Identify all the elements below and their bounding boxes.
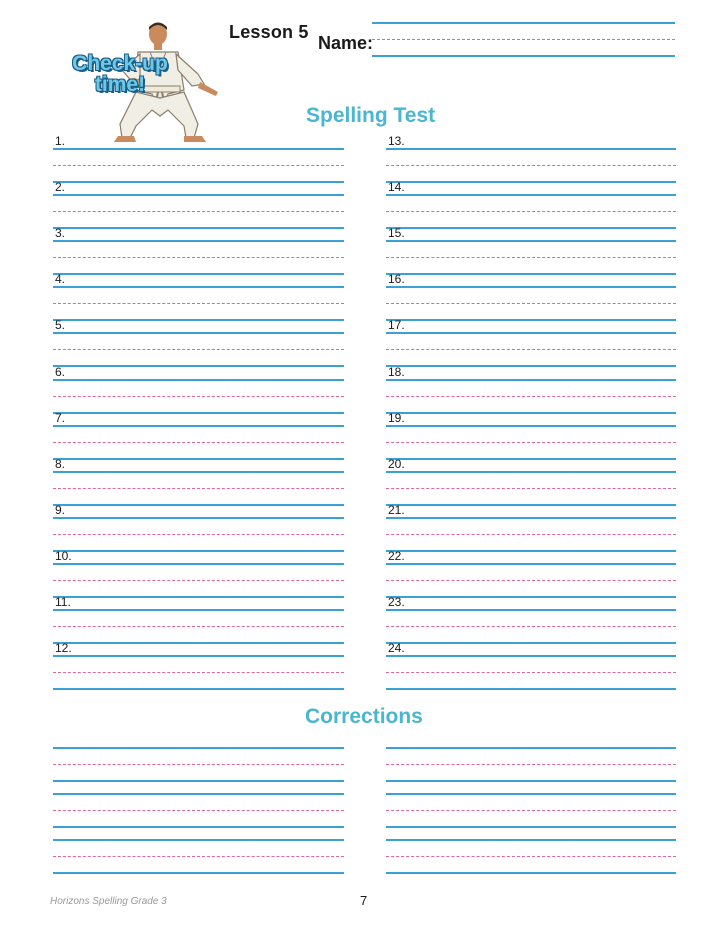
writing-line-top [53,793,344,795]
writing-line-top [53,517,344,519]
writing-line-bottom [386,688,676,690]
writing-line-bottom [386,412,676,414]
writing-line-mid [53,580,344,581]
writing-line-bottom [53,458,344,460]
writing-line-mid [386,672,676,673]
writing-line-mid [386,211,676,212]
item-number: 24. [388,641,405,655]
writing-line-top [53,563,344,565]
writing-line-top [53,425,344,427]
writing-line-mid [386,257,676,258]
writing-line-bottom [53,365,344,367]
spelling-test-title: Spelling Test [306,104,436,127]
writing-line-top [53,240,344,242]
name-label: Name: [318,33,374,53]
item-number: 2. [55,180,66,194]
item-number: 3. [55,226,66,240]
writing-line-mid [386,396,676,397]
writing-line-bottom [386,458,676,460]
writing-line-mid [386,534,676,535]
writing-line-bottom [53,504,344,506]
writing-line-mid [53,349,344,350]
writing-line-bottom [53,688,344,690]
writing-line-mid [53,303,344,304]
writing-line-mid [53,211,344,212]
writing-line-bottom [386,227,676,229]
writing-line-mid [53,534,344,535]
writing-line-mid [386,764,676,765]
writing-line-bottom [53,181,344,183]
writing-line-bottom [53,872,344,874]
writing-line-mid [53,442,344,443]
writing-line-mid [386,810,676,811]
item-number: 21. [388,503,405,517]
item-number: 7. [55,411,66,425]
writing-line-top [53,148,344,150]
writing-line-bottom [386,642,676,644]
writing-line-mid [386,165,676,166]
item-number: 17. [388,318,405,332]
checkup-line1: Check-up [72,52,168,75]
item-number: 8. [55,457,66,471]
item-number: 20. [388,457,405,471]
writing-line-bottom [53,227,344,229]
writing-line-bottom [386,273,676,275]
item-number: 22. [388,549,405,563]
writing-line-bottom [53,826,344,828]
writing-line-top [386,839,676,841]
writing-line-top [386,194,676,196]
page-number: 7 [360,893,368,908]
writing-line-top [53,609,344,611]
writing-line-bottom [386,504,676,506]
item-number: 16. [388,272,405,286]
writing-line-top [386,286,676,288]
writing-line-top [386,471,676,473]
writing-line-bottom [386,550,676,552]
writing-line-top [386,747,676,749]
writing-line-mid [53,396,344,397]
name-line-top [372,22,675,24]
writing-line-bottom [386,319,676,321]
writing-line-top [386,240,676,242]
writing-line-top [386,655,676,657]
writing-line-mid [386,442,676,443]
item-number: 11. [55,595,71,609]
writing-line-top [386,332,676,334]
item-number: 10. [55,549,72,563]
writing-line-mid [53,810,344,811]
item-number: 23. [388,595,405,609]
writing-line-bottom [53,273,344,275]
writing-line-bottom [53,780,344,782]
writing-line-bottom [53,550,344,552]
writing-line-top [53,839,344,841]
writing-line-top [386,379,676,381]
writing-line-mid [386,349,676,350]
name-line-mid [372,39,675,40]
writing-line-top [53,471,344,473]
writing-line-mid [386,303,676,304]
writing-line-bottom [386,780,676,782]
item-number: 6. [55,365,66,379]
lesson-label: Lesson 5 [229,22,309,42]
writing-line-mid [53,257,344,258]
checkup-line2: time! [94,73,146,96]
writing-line-bottom [386,596,676,598]
item-number: 19. [388,411,405,425]
item-number: 13. [388,134,405,148]
writing-line-mid [53,856,344,857]
writing-line-bottom [386,872,676,874]
writing-line-top [386,793,676,795]
item-number: 1. [55,134,66,148]
writing-line-mid [386,856,676,857]
name-line-bottom [372,55,675,57]
writing-line-mid [386,488,676,489]
writing-line-mid [53,626,344,627]
book-title-footer: Horizons Spelling Grade 3 [50,896,167,907]
writing-line-top [386,517,676,519]
item-number: 12. [55,641,72,655]
item-number: 9. [55,503,66,517]
writing-line-mid [53,165,344,166]
writing-line-top [53,286,344,288]
item-number: 4. [55,272,66,286]
writing-line-top [53,332,344,334]
writing-line-bottom [386,181,676,183]
writing-line-mid [53,488,344,489]
checkup-time-badge [60,53,180,95]
writing-line-bottom [53,596,344,598]
writing-line-mid [386,626,676,627]
writing-line-bottom [53,319,344,321]
item-number: 18. [388,365,405,379]
writing-line-top [386,563,676,565]
item-number: 14. [388,180,405,194]
corrections-title: Corrections [305,705,423,728]
writing-line-bottom [386,826,676,828]
writing-line-mid [386,580,676,581]
writing-line-top [53,747,344,749]
writing-line-top [53,379,344,381]
item-number: 5. [55,318,66,332]
writing-line-top [53,194,344,196]
writing-line-top [386,148,676,150]
writing-line-mid [53,764,344,765]
writing-line-top [53,655,344,657]
writing-line-bottom [53,412,344,414]
writing-line-top [386,425,676,427]
writing-line-bottom [53,642,344,644]
item-number: 15. [388,226,405,240]
writing-line-bottom [386,365,676,367]
writing-line-mid [53,672,344,673]
writing-line-top [386,609,676,611]
